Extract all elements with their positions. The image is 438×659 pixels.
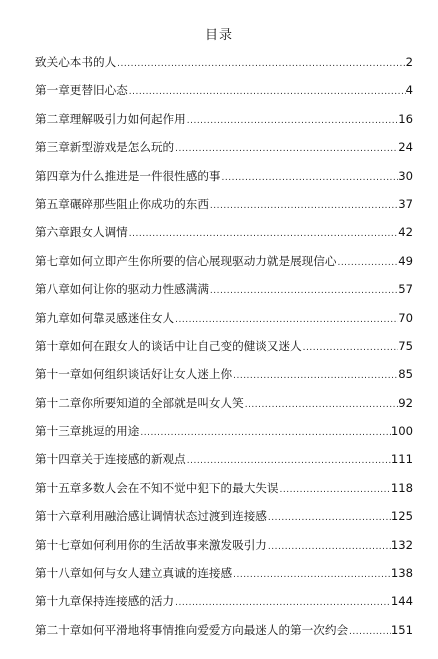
toc-entry[interactable]	[35, 336, 413, 364]
toc-entry-label: 第三章新型游戏是怎么玩的	[35, 140, 175, 155]
toc-entry-page-number: 70	[398, 310, 413, 325]
toc-title: 目录	[204, 28, 233, 43]
toc-entry-page-number: 118	[390, 480, 413, 495]
toc-dot-leader	[128, 82, 406, 102]
toc-entry-label: 致关心本书的人	[35, 55, 117, 69]
toc-entry[interactable]	[35, 449, 413, 477]
toc-entry-label: 第十章如何在跟女人的谈话中让自己变的健谈又迷人	[35, 338, 302, 353]
toc-dot-leader	[139, 423, 391, 443]
toc-dot-leader	[186, 111, 399, 131]
toc-entry-label: 第十八章如何与女人建立真诚的连接感	[35, 566, 233, 581]
toc-entry-label: 第二章理解吸引力如何起作用	[35, 111, 186, 126]
toc-entry-page-number: 49	[398, 253, 413, 268]
toc-entry-label: 第六章跟女人调情	[35, 225, 128, 240]
toc-entry[interactable]	[35, 591, 413, 619]
toc-entry-page-number: 151	[390, 622, 413, 637]
toc-dot-leader	[209, 281, 398, 301]
toc-entry-label: 第十五章多数人会在不知不觉中犯下的最大失误	[35, 480, 279, 495]
toc-dot-leader	[244, 395, 399, 415]
toc-entry[interactable]	[35, 308, 413, 336]
toc-dot-leader	[267, 537, 391, 557]
toc-dot-leader	[174, 593, 391, 613]
toc-entry-page-number: 144	[390, 594, 413, 609]
toc-entry[interactable]	[35, 393, 413, 421]
toc-dot-leader	[209, 196, 398, 216]
toc-dot-leader	[116, 54, 405, 74]
toc-dot-leader	[221, 168, 399, 188]
toc-entry[interactable]	[35, 620, 413, 648]
toc-entry-page-number: 85	[398, 367, 413, 382]
toc-entry-label: 第十七章如何利用你的生活故事来激发吸引力	[35, 537, 267, 552]
toc-dot-leader	[232, 565, 391, 585]
toc-entry-label: 第四章为什么推进是一件很性感的事	[35, 168, 221, 183]
toc-entry-page-number: 132	[390, 537, 413, 552]
toc-dot-leader	[302, 338, 399, 358]
toc-entry-page-number: 37	[398, 196, 413, 211]
toc-entry[interactable]	[35, 478, 413, 506]
toc-entry-label: 第七章如何立即产生你所要的信心展现驱动力就是展现信心	[35, 253, 337, 268]
toc-entry-label: 第十六章利用融洽感让调情状态过渡到连接感	[35, 509, 267, 524]
toc-entry[interactable]	[35, 194, 413, 222]
toc-list	[35, 52, 413, 648]
toc-entry-label: 第九章如何靠灵感迷住女人	[35, 310, 175, 325]
toc-dot-leader	[278, 480, 390, 500]
toc-dot-leader	[186, 451, 391, 471]
toc-dot-leader	[128, 224, 398, 244]
toc-entry-page-number: 2	[405, 55, 413, 69]
toc-entry[interactable]	[35, 421, 413, 449]
toc-entry[interactable]	[35, 251, 413, 279]
toc-entry-label: 第十四章关于连接感的新观点	[35, 452, 186, 467]
toc-dot-leader	[232, 366, 398, 386]
toc-entry-page-number: 111	[390, 452, 413, 467]
toc-entry[interactable]	[35, 535, 413, 563]
toc-entry-label: 第十九章保持连接感的活力	[35, 594, 175, 609]
toc-entry-page-number: 16	[398, 111, 413, 126]
toc-dot-leader	[267, 508, 391, 528]
toc-entry-page-number: 75	[398, 338, 413, 353]
toc-entry[interactable]	[35, 364, 413, 392]
toc-entry-page-number: 100	[390, 424, 413, 439]
toc-entry-label: 第五章碾碎那些阻止你成功的东西	[35, 196, 209, 211]
toc-dot-leader	[174, 139, 398, 159]
toc-entry[interactable]	[35, 52, 413, 80]
toc-entry-page-number: 30	[398, 168, 413, 183]
toc-dot-leader	[174, 310, 398, 330]
toc-entry-label: 第十一章如何组织谈话好让女人迷上你	[35, 367, 233, 382]
toc-entry[interactable]	[35, 506, 413, 534]
toc-entry-label: 第八章如何让你的驱动力性感满满	[35, 282, 209, 297]
toc-entry[interactable]	[35, 80, 413, 108]
toc-entry-label: 第十二章你所要知道的全部就是叫女人笑	[35, 395, 244, 410]
toc-entry-page-number: 138	[390, 566, 413, 581]
toc-entry[interactable]	[35, 563, 413, 591]
toc-entry[interactable]	[35, 222, 413, 250]
toc-entry-page-number: 42	[398, 225, 413, 240]
toc-entry-label: 第二十章如何平滑地将事情推向爱爱方向最迷人的第一次约会	[35, 622, 349, 637]
toc-entry-label: 第一章更替旧心态	[35, 83, 128, 98]
toc-entry[interactable]	[35, 137, 413, 165]
toc-entry[interactable]	[35, 109, 413, 137]
toc-entry[interactable]	[35, 166, 413, 194]
toc-entry-label: 第十三章挑逗的用途	[35, 424, 140, 439]
toc-dot-leader	[336, 253, 398, 273]
toc-entry-page-number: 24	[398, 140, 413, 155]
toc-entry-page-number: 92	[398, 395, 413, 410]
toc-entry[interactable]	[35, 279, 413, 307]
toc-entry-page-number: 57	[398, 282, 413, 297]
toc-dot-leader	[348, 622, 391, 642]
toc-entry-page-number: 125	[390, 509, 413, 524]
toc-entry-page-number: 4	[405, 83, 413, 98]
